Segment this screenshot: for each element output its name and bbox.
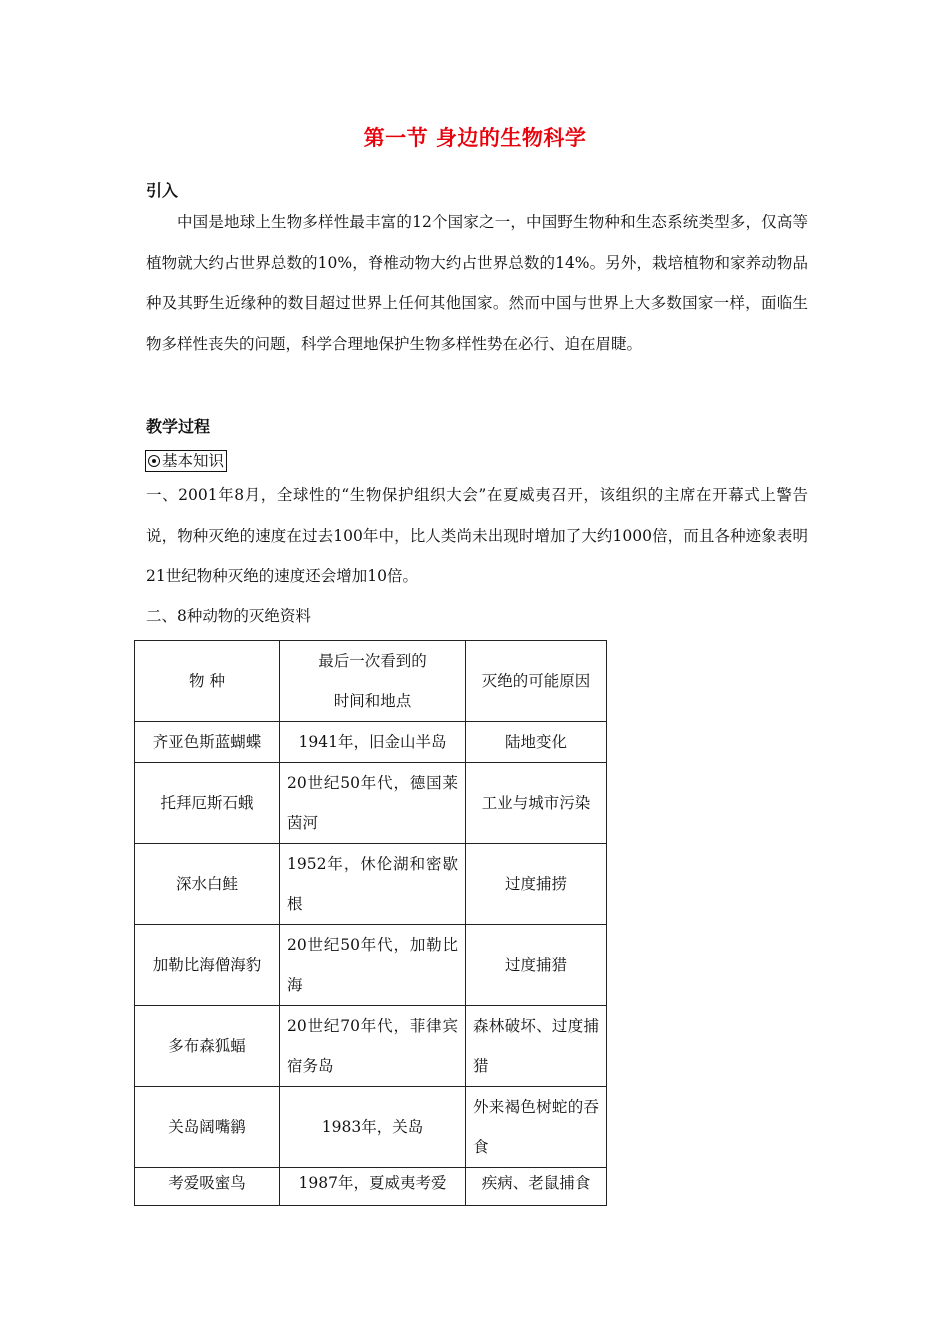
last-seen-cell: 20世纪50年代，加勒比海: [280, 925, 466, 1006]
basic-knowledge-label: [145, 450, 227, 472]
species-cell: 加勒比海僧海豹: [135, 925, 280, 1006]
extinction-table: [134, 640, 607, 1206]
page-title: 第一节 身边的生物科学: [363, 126, 587, 150]
header-species: 物 种: [135, 641, 280, 722]
table-row: [135, 925, 607, 1006]
basic-knowledge-text: 基本知识: [162, 452, 225, 470]
point-two-caption: 二、8种动物的灭绝资料: [146, 607, 311, 625]
circle-dot-icon: [148, 455, 160, 467]
table-row: [135, 763, 607, 844]
cause-cell: 外来褐色树蛇的吞食: [466, 1087, 607, 1168]
species-cell: 多布森狐蝠: [135, 1006, 280, 1087]
table-row: [135, 722, 607, 763]
cause-cell: 疾病、老鼠捕食: [466, 1168, 607, 1206]
table-row: [135, 844, 607, 925]
cause-cell: 过度捕猎: [466, 925, 607, 1006]
last-seen-cell: 1983年，关岛: [280, 1087, 466, 1168]
cause-cell: 森林破坏、过度捕猎: [466, 1006, 607, 1087]
last-seen-cell: 1941年，旧金山半岛: [280, 722, 466, 763]
header-last-seen: 最后一次看到的 时间和地点: [280, 641, 466, 722]
species-cell: 深水白鲑: [135, 844, 280, 925]
cause-cell: 工业与城市污染: [466, 763, 607, 844]
species-cell: 齐亚色斯蓝蝴蝶: [135, 722, 280, 763]
table-header-row: [135, 641, 607, 722]
intro-heading: 引入: [146, 181, 179, 200]
last-seen-cell: 1987年，夏威夷考爱: [280, 1168, 466, 1206]
cause-cell: 过度捕捞: [466, 844, 607, 925]
process-heading: 教学过程: [146, 417, 211, 436]
species-cell: 托拜厄斯石蛾: [135, 763, 280, 844]
last-seen-cell: 20世纪70年代，菲律宾宿务岛: [280, 1006, 466, 1087]
header-cause: 灭绝的可能原因: [466, 641, 607, 722]
point-one-paragraph: 一、2001年8月，全球性的“生物保护组织大会”在夏威夷召开，该组织的主席在开幕式上警告说，物种灭绝的速度在过去100年中，比人类尚未出现时增加了大约1000倍，而且各种迹象表明21世纪物种灭绝的速度还会增加10倍。: [146, 486, 808, 585]
table-row: [135, 1087, 607, 1168]
species-cell: 关岛阔嘴鹟: [135, 1087, 280, 1168]
cause-cell: 陆地变化: [466, 722, 607, 763]
intro-paragraph: 中国是地球上生物多样性最丰富的12个国家之一，中国野生物种和生态系统类型多，仅高等植物就大约占世界总数的10%，脊椎动物大约占世界总数的14%。另外，栽培植物和家养动物品种及其野生近缘种的数目超过世界上任何其他国家。然而中国与世界上大多数国家一样，面临生物多样性丧失的问题，科学合理地保护生物多样性势在必行、迫在眉睫。: [146, 213, 808, 353]
table-row: [135, 1006, 607, 1087]
last-seen-cell: 20世纪50年代，德国莱茵河: [280, 763, 466, 844]
species-cell: 考爱吸蜜鸟: [135, 1168, 280, 1206]
table-row: [135, 1168, 607, 1206]
last-seen-cell: 1952年，休伦湖和密歇根: [280, 844, 466, 925]
